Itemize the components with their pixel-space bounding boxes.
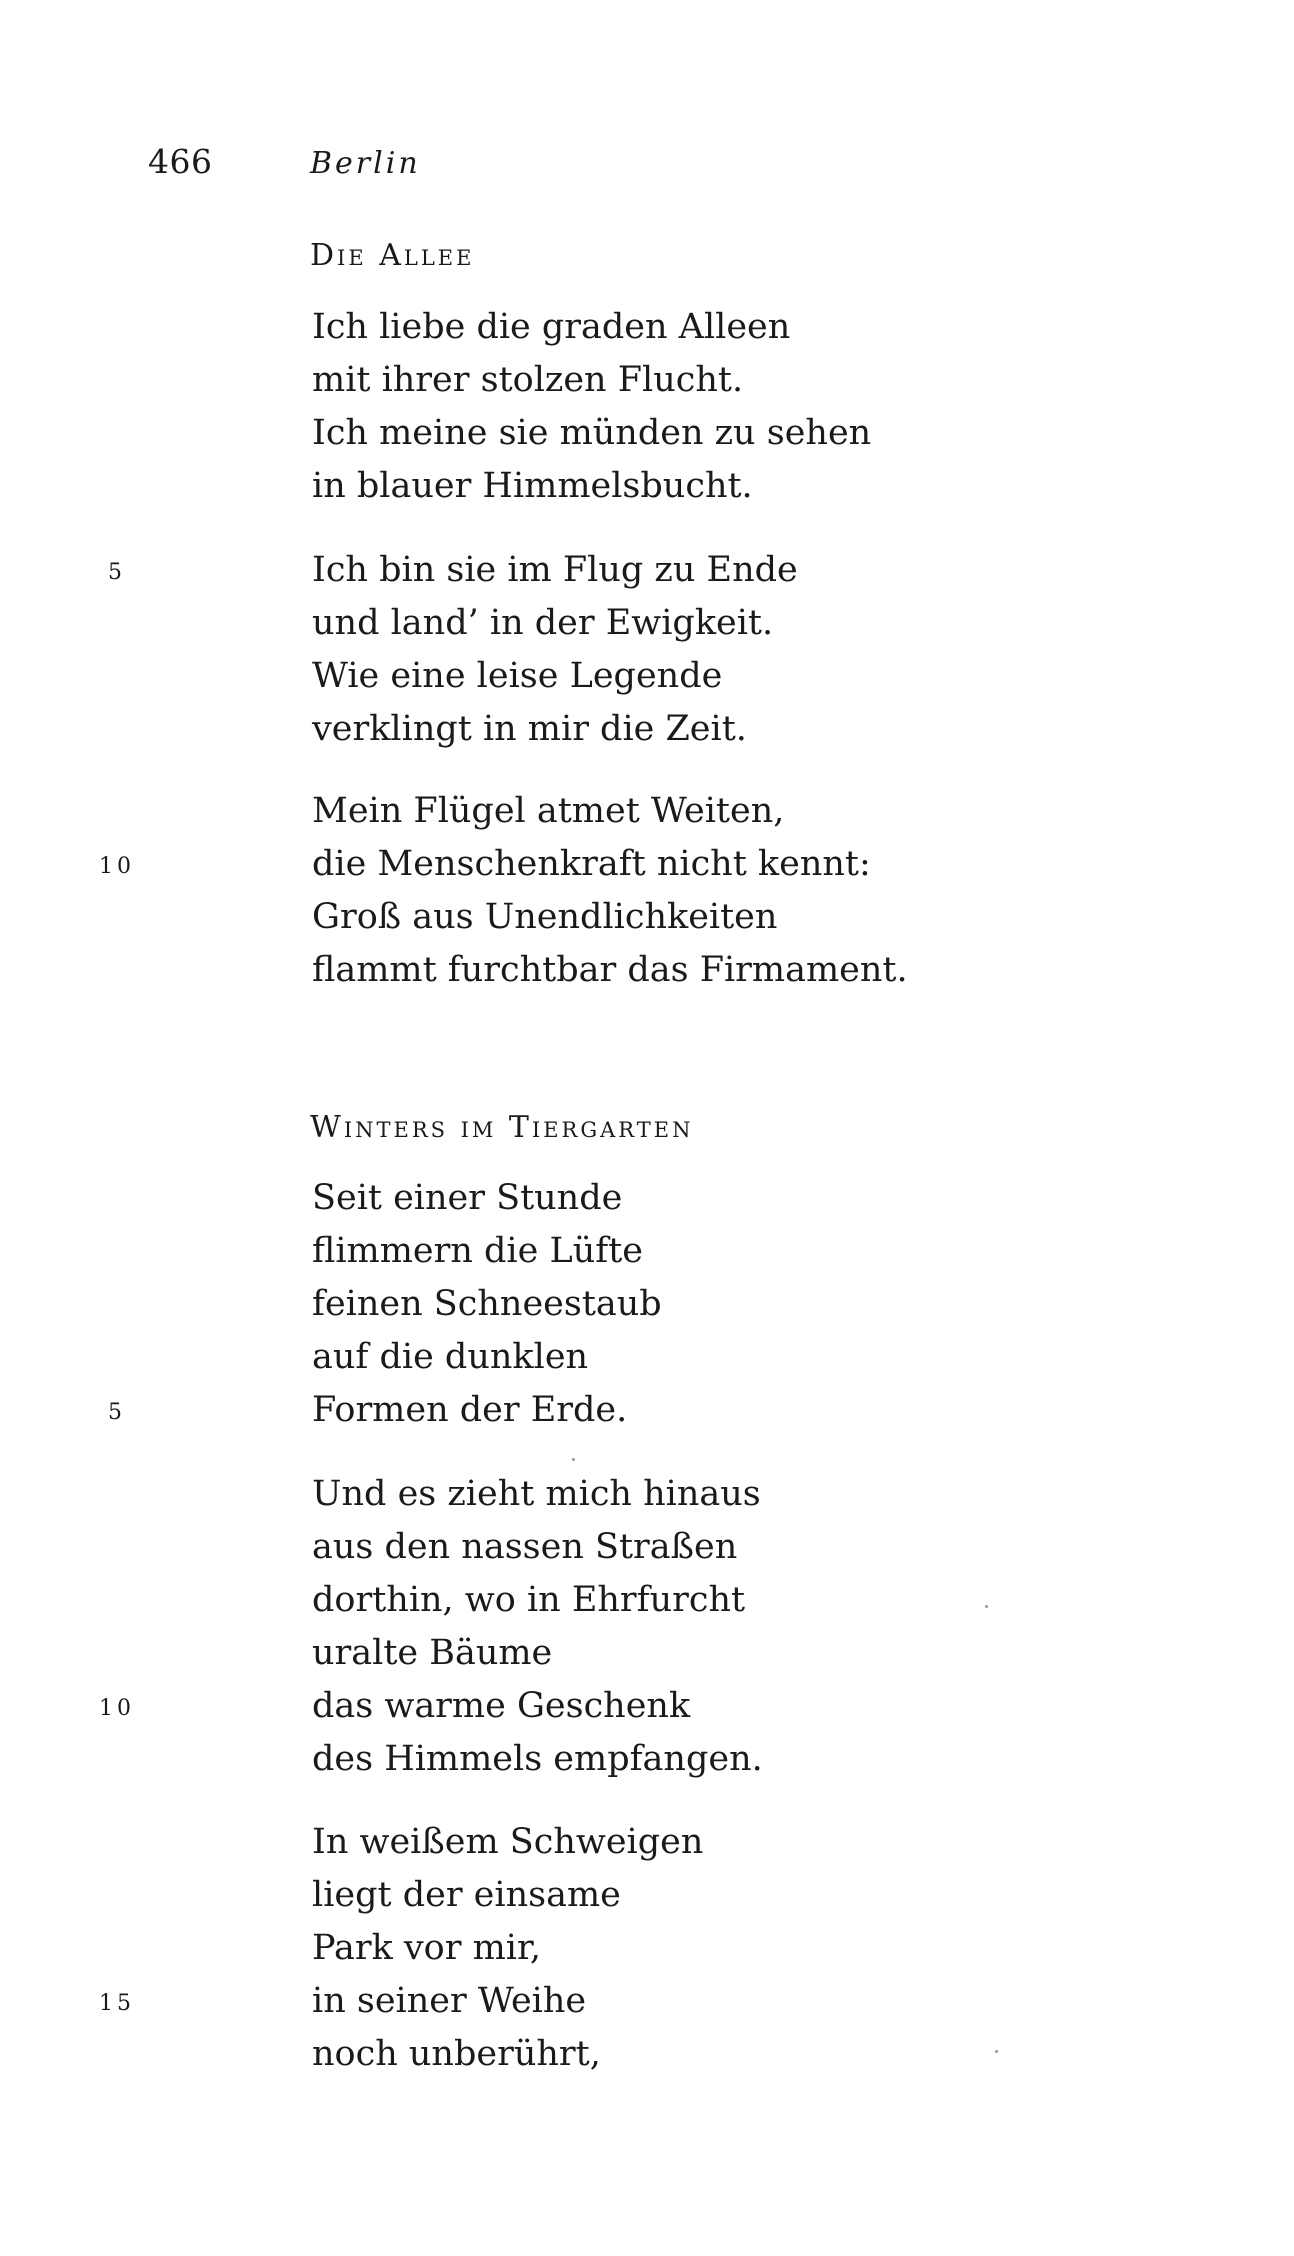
scan-speck [995, 2050, 998, 2053]
verse-line: Wie eine leise Legende [312, 656, 723, 696]
verse-line: uralte Bäume [312, 1633, 553, 1673]
verse-line: aus den nassen Straßen [312, 1527, 738, 1567]
verse-line: liegt der einsame [312, 1875, 621, 1915]
poem-1-stanza-3 [99, 785, 908, 997]
poem-title-winters-im-tiergarten: Winters im Tiergarten [310, 1110, 694, 1145]
verse-line: 5 Formen der Erde. [312, 1384, 662, 1437]
verse-line: verklingt in mir die Zeit. [312, 709, 747, 749]
page-header [0, 142, 1294, 192]
verse-line: auf die dunklen [312, 1337, 589, 1377]
verse-line: Groß aus Unendlichkeiten [312, 897, 778, 937]
line-number: 10 [99, 1696, 135, 1721]
verse-line: 10 das warme Geschenk [312, 1680, 763, 1733]
verse-line: In weißem Schweigen [312, 1822, 704, 1862]
verse-line: Ich liebe die graden Alleen [312, 307, 791, 347]
verse-line: Ich meine sie münden zu sehen [312, 413, 872, 453]
running-head: Berlin [310, 146, 421, 181]
verse-line: noch unberührt, [312, 2034, 601, 2074]
scan-speck [985, 1605, 988, 1608]
poem-1-stanza-2 [108, 544, 798, 756]
poem-1-stanza-1 [312, 301, 871, 513]
verse-line: mit ihrer stolzen Flucht. [312, 360, 744, 400]
poem-title-die-allee: Die Allee [310, 238, 475, 273]
verse-line: 10 die Menschenkraft nicht kennt: [312, 838, 908, 891]
line-number: 15 [99, 1991, 135, 2016]
poem-2-stanza-2 [99, 1468, 763, 1786]
page-number: 466 [148, 142, 213, 181]
poem-2-stanza-1 [108, 1172, 662, 1437]
verse-line: in blauer Himmelsbucht. [312, 466, 753, 506]
verse-line: 15 in seiner Weihe [312, 1975, 703, 2028]
verse-line: und land’ in der Ewigkeit. [312, 603, 774, 643]
verse-line: Mein Flügel atmet Weiten, [312, 791, 785, 831]
verse-line: flimmern die Lüfte [312, 1231, 643, 1271]
scan-speck [572, 1458, 575, 1461]
line-number: 5 [108, 1400, 126, 1425]
line-number: 10 [99, 854, 135, 879]
verse-line: flammt furchtbar das Firmament. [312, 950, 908, 990]
verse-line: Seit einer Stunde [312, 1178, 623, 1218]
verse-line: dorthin, wo in Ehrfurcht [312, 1580, 746, 1620]
verse-line: feinen Schneestaub [312, 1284, 662, 1324]
poem-2-stanza-3 [99, 1816, 704, 2081]
line-number: 5 [108, 560, 126, 585]
verse-line: des Himmels empfangen. [312, 1739, 763, 1779]
verse-line: Und es zieht mich hinaus [312, 1474, 761, 1514]
verse-line: Park vor mir, [312, 1928, 542, 1968]
verse-line: 5 Ich bin sie im Flug zu Ende [312, 544, 798, 597]
